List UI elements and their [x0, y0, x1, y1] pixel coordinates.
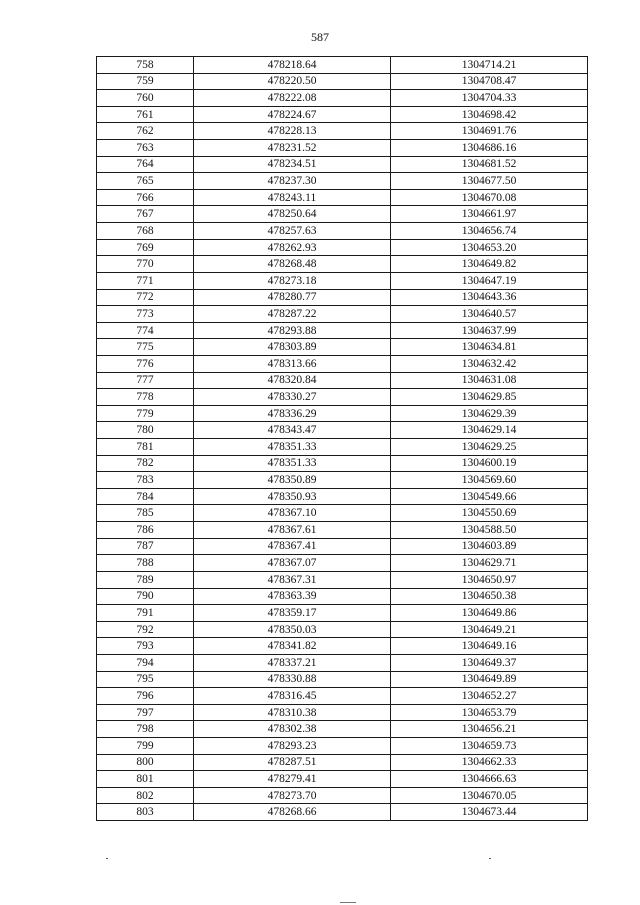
table-row: [97, 206, 588, 223]
table-row: [97, 355, 588, 372]
point-number-cell: 772: [97, 289, 194, 306]
point-number-cell: 803: [97, 804, 194, 821]
y-coordinate-cell: 1304686.16: [391, 140, 588, 157]
table-row: [97, 389, 588, 406]
point-number-cell: 768: [97, 223, 194, 240]
y-coordinate-cell: 1304649.37: [391, 654, 588, 671]
x-coordinate-cell: 478287.22: [194, 306, 391, 323]
y-coordinate-cell: 1304649.89: [391, 671, 588, 688]
table-row: [97, 223, 588, 240]
x-coordinate-cell: 478287.51: [194, 754, 391, 771]
x-coordinate-cell: 478293.88: [194, 322, 391, 339]
point-number-cell: 765: [97, 173, 194, 190]
y-coordinate-cell: 1304640.57: [391, 306, 588, 323]
point-number-cell: 758: [97, 57, 194, 74]
table-row: [97, 272, 588, 289]
point-number-cell: 791: [97, 605, 194, 622]
y-coordinate-cell: 1304629.85: [391, 389, 588, 406]
x-coordinate-cell: 478341.82: [194, 638, 391, 655]
x-coordinate-cell: 478350.03: [194, 621, 391, 638]
y-coordinate-cell: 1304643.36: [391, 289, 588, 306]
x-coordinate-cell: 478250.64: [194, 206, 391, 223]
point-number-cell: 763: [97, 140, 194, 157]
x-coordinate-cell: 478351.33: [194, 439, 391, 456]
x-coordinate-cell: 478367.07: [194, 555, 391, 572]
x-coordinate-cell: 478367.61: [194, 522, 391, 539]
point-number-cell: 782: [97, 455, 194, 472]
point-number-cell: 799: [97, 737, 194, 754]
x-coordinate-cell: 478337.21: [194, 654, 391, 671]
y-coordinate-cell: 1304549.66: [391, 488, 588, 505]
y-coordinate-cell: 1304670.05: [391, 787, 588, 804]
point-number-cell: 783: [97, 472, 194, 489]
y-coordinate-cell: 1304629.14: [391, 422, 588, 439]
y-coordinate-cell: 1304649.86: [391, 605, 588, 622]
table-row: [97, 721, 588, 738]
x-coordinate-cell: 478224.67: [194, 106, 391, 123]
table-row: [97, 339, 588, 356]
point-number-cell: 777: [97, 372, 194, 389]
y-coordinate-cell: 1304714.21: [391, 57, 588, 74]
y-coordinate-cell: 1304550.69: [391, 505, 588, 522]
table-row: [97, 522, 588, 539]
x-coordinate-cell: 478237.30: [194, 173, 391, 190]
y-coordinate-cell: 1304588.50: [391, 522, 588, 539]
scan-speck: [489, 858, 491, 859]
point-number-cell: 762: [97, 123, 194, 140]
point-number-cell: 764: [97, 156, 194, 173]
table-row: [97, 804, 588, 821]
table-row: [97, 173, 588, 190]
table-row: [97, 189, 588, 206]
x-coordinate-cell: 478330.27: [194, 389, 391, 406]
table-row: [97, 439, 588, 456]
x-coordinate-cell: 478302.38: [194, 721, 391, 738]
table-row: [97, 140, 588, 157]
x-coordinate-cell: 478268.66: [194, 804, 391, 821]
x-coordinate-cell: 478350.89: [194, 472, 391, 489]
x-coordinate-cell: 478351.33: [194, 455, 391, 472]
coordinate-table-body: [97, 57, 588, 821]
x-coordinate-cell: 478310.38: [194, 704, 391, 721]
table-row: [97, 472, 588, 489]
bottom-rule: [340, 902, 356, 903]
point-number-cell: 769: [97, 239, 194, 256]
x-coordinate-cell: 478350.93: [194, 488, 391, 505]
table-row: [97, 322, 588, 339]
point-number-cell: 774: [97, 322, 194, 339]
y-coordinate-cell: 1304603.89: [391, 538, 588, 555]
y-coordinate-cell: 1304631.08: [391, 372, 588, 389]
table-row: [97, 256, 588, 273]
table-row: [97, 57, 588, 74]
y-coordinate-cell: 1304649.16: [391, 638, 588, 655]
x-coordinate-cell: 478336.29: [194, 405, 391, 422]
table-row: [97, 405, 588, 422]
x-coordinate-cell: 478367.41: [194, 538, 391, 555]
y-coordinate-cell: 1304632.42: [391, 355, 588, 372]
y-coordinate-cell: 1304650.97: [391, 571, 588, 588]
y-coordinate-cell: 1304653.79: [391, 704, 588, 721]
y-coordinate-cell: 1304634.81: [391, 339, 588, 356]
x-coordinate-cell: 478279.41: [194, 771, 391, 788]
point-number-cell: 793: [97, 638, 194, 655]
point-number-cell: 794: [97, 654, 194, 671]
table-row: [97, 372, 588, 389]
point-number-cell: 788: [97, 555, 194, 572]
point-number-cell: 771: [97, 272, 194, 289]
x-coordinate-cell: 478222.08: [194, 90, 391, 107]
y-coordinate-cell: 1304600.19: [391, 455, 588, 472]
x-coordinate-cell: 478316.45: [194, 688, 391, 705]
x-coordinate-cell: 478343.47: [194, 422, 391, 439]
coordinate-table: [96, 56, 588, 821]
table-row: [97, 621, 588, 638]
point-number-cell: 761: [97, 106, 194, 123]
point-number-cell: 770: [97, 256, 194, 273]
y-coordinate-cell: 1304656.21: [391, 721, 588, 738]
point-number-cell: 796: [97, 688, 194, 705]
y-coordinate-cell: 1304704.33: [391, 90, 588, 107]
table-row: [97, 571, 588, 588]
x-coordinate-cell: 478303.89: [194, 339, 391, 356]
table-row: [97, 488, 588, 505]
table-row: [97, 156, 588, 173]
table-row: [97, 638, 588, 655]
y-coordinate-cell: 1304677.50: [391, 173, 588, 190]
table-row: [97, 73, 588, 90]
y-coordinate-cell: 1304629.39: [391, 405, 588, 422]
x-coordinate-cell: 478234.51: [194, 156, 391, 173]
y-coordinate-cell: 1304649.82: [391, 256, 588, 273]
y-coordinate-cell: 1304691.76: [391, 123, 588, 140]
x-coordinate-cell: 478268.48: [194, 256, 391, 273]
point-number-cell: 787: [97, 538, 194, 555]
x-coordinate-cell: 478273.18: [194, 272, 391, 289]
y-coordinate-cell: 1304637.99: [391, 322, 588, 339]
x-coordinate-cell: 478273.70: [194, 787, 391, 804]
table-row: [97, 106, 588, 123]
y-coordinate-cell: 1304647.19: [391, 272, 588, 289]
point-number-cell: 767: [97, 206, 194, 223]
x-coordinate-cell: 478367.10: [194, 505, 391, 522]
table-row: [97, 787, 588, 804]
point-number-cell: 776: [97, 355, 194, 372]
x-coordinate-cell: 478280.77: [194, 289, 391, 306]
point-number-cell: 778: [97, 389, 194, 406]
point-number-cell: 784: [97, 488, 194, 505]
y-coordinate-cell: 1304652.27: [391, 688, 588, 705]
table-row: [97, 588, 588, 605]
table-row: [97, 422, 588, 439]
y-coordinate-cell: 1304569.60: [391, 472, 588, 489]
point-number-cell: 800: [97, 754, 194, 771]
x-coordinate-cell: 478262.93: [194, 239, 391, 256]
point-number-cell: 781: [97, 439, 194, 456]
y-coordinate-cell: 1304659.73: [391, 737, 588, 754]
page-number: 587: [311, 30, 329, 44]
point-number-cell: 785: [97, 505, 194, 522]
x-coordinate-cell: 478330.88: [194, 671, 391, 688]
y-coordinate-cell: 1304666.63: [391, 771, 588, 788]
x-coordinate-cell: 478243.11: [194, 189, 391, 206]
point-number-cell: 795: [97, 671, 194, 688]
y-coordinate-cell: 1304661.97: [391, 206, 588, 223]
table-row: [97, 306, 588, 323]
y-coordinate-cell: 1304708.47: [391, 73, 588, 90]
point-number-cell: 779: [97, 405, 194, 422]
x-coordinate-cell: 478320.84: [194, 372, 391, 389]
x-coordinate-cell: 478231.52: [194, 140, 391, 157]
point-number-cell: 790: [97, 588, 194, 605]
point-number-cell: 789: [97, 571, 194, 588]
table-row: [97, 455, 588, 472]
x-coordinate-cell: 478228.13: [194, 123, 391, 140]
x-coordinate-cell: 478359.17: [194, 605, 391, 622]
point-number-cell: 766: [97, 189, 194, 206]
y-coordinate-cell: 1304698.42: [391, 106, 588, 123]
table-row: [97, 754, 588, 771]
x-coordinate-cell: 478313.66: [194, 355, 391, 372]
y-coordinate-cell: 1304629.25: [391, 439, 588, 456]
table-row: [97, 605, 588, 622]
y-coordinate-cell: 1304649.21: [391, 621, 588, 638]
table-row: [97, 704, 588, 721]
table-row: [97, 123, 588, 140]
point-number-cell: 801: [97, 771, 194, 788]
table-row: [97, 671, 588, 688]
point-number-cell: 798: [97, 721, 194, 738]
x-coordinate-cell: 478363.39: [194, 588, 391, 605]
y-coordinate-cell: 1304670.08: [391, 189, 588, 206]
y-coordinate-cell: 1304650.38: [391, 588, 588, 605]
point-number-cell: 802: [97, 787, 194, 804]
point-number-cell: 773: [97, 306, 194, 323]
point-number-cell: 780: [97, 422, 194, 439]
y-coordinate-cell: 1304681.52: [391, 156, 588, 173]
x-coordinate-cell: 478367.31: [194, 571, 391, 588]
table-row: [97, 239, 588, 256]
table-row: [97, 505, 588, 522]
y-coordinate-cell: 1304653.20: [391, 239, 588, 256]
y-coordinate-cell: 1304662.33: [391, 754, 588, 771]
x-coordinate-cell: 478293.23: [194, 737, 391, 754]
table-row: [97, 555, 588, 572]
y-coordinate-cell: 1304629.71: [391, 555, 588, 572]
table-row: [97, 771, 588, 788]
point-number-cell: 792: [97, 621, 194, 638]
x-coordinate-cell: 478257.63: [194, 223, 391, 240]
point-number-cell: 797: [97, 704, 194, 721]
x-coordinate-cell: 478220.50: [194, 73, 391, 90]
table-row: [97, 538, 588, 555]
point-number-cell: 786: [97, 522, 194, 539]
point-number-cell: 775: [97, 339, 194, 356]
table-row: [97, 90, 588, 107]
point-number-cell: 760: [97, 90, 194, 107]
table-row: [97, 654, 588, 671]
y-coordinate-cell: 1304673.44: [391, 804, 588, 821]
y-coordinate-cell: 1304656.74: [391, 223, 588, 240]
table-row: [97, 688, 588, 705]
x-coordinate-cell: 478218.64: [194, 57, 391, 74]
table-row: [97, 289, 588, 306]
scan-speck: [106, 858, 108, 859]
table-row: [97, 737, 588, 754]
point-number-cell: 759: [97, 73, 194, 90]
